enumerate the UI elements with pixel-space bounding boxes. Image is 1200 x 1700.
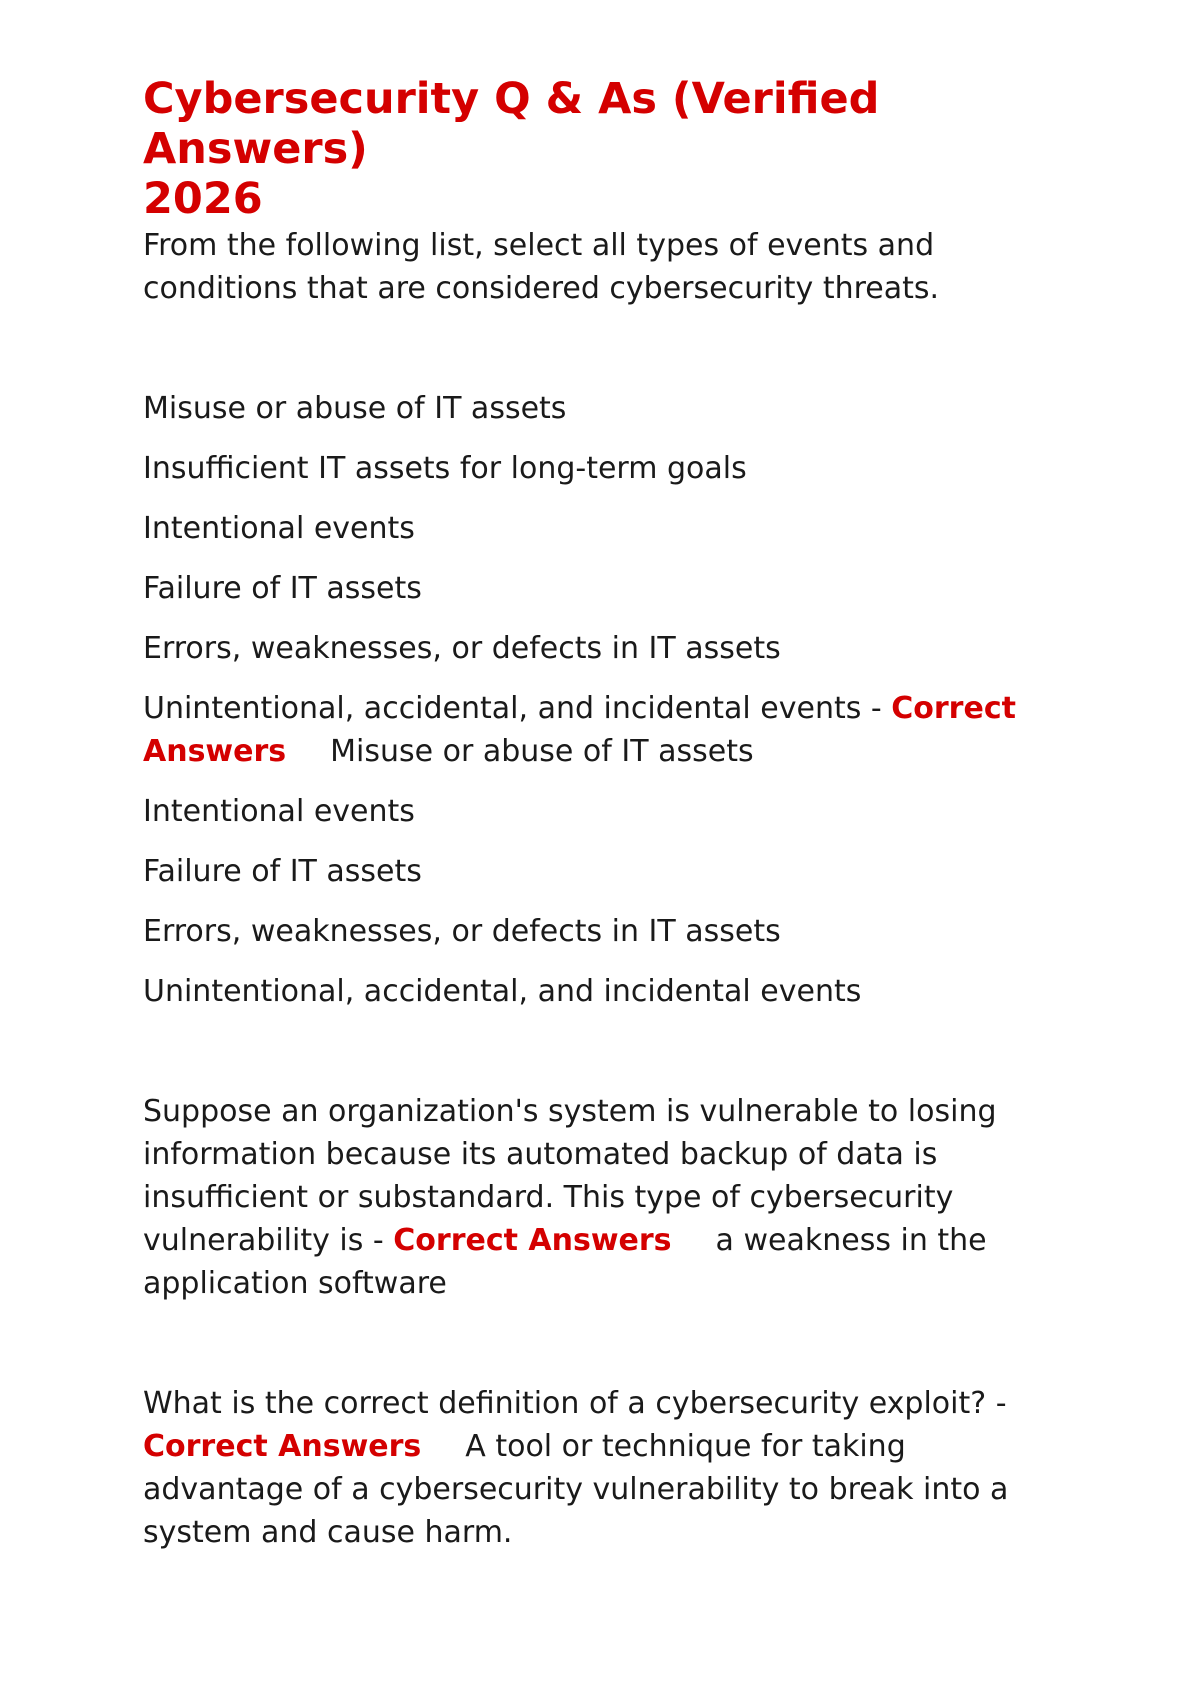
q2-line-2: information because its automated backup of data is bbox=[143, 1137, 938, 1172]
q1-last-option-with-answer bbox=[143, 687, 1063, 773]
title-line-1: Cybersecurity Q & As (Verified Answers) bbox=[143, 74, 880, 174]
q3-answer-line-1: A tool or technique for taking bbox=[465, 1429, 906, 1464]
q1-answer: Errors, weaknesses, or defects in IT assets bbox=[143, 914, 781, 949]
q1-answer: Misuse or abuse of IT assets bbox=[330, 734, 754, 769]
q2-block bbox=[143, 1090, 1063, 1305]
q2-answer-line-1: a weakness in the bbox=[715, 1223, 987, 1258]
answer-marker: Answers bbox=[143, 734, 287, 769]
document-title bbox=[143, 74, 1063, 224]
q1-answer: Failure of IT assets bbox=[143, 854, 422, 889]
q3-answer-line-3: system and cause harm. bbox=[143, 1515, 513, 1550]
q1-option: Errors, weaknesses, or defects in IT assets bbox=[143, 631, 781, 666]
q1-question-line-2: conditions that are considered cybersecurity threats. bbox=[143, 271, 940, 306]
q1-option: Insufficient IT assets for long-term goals bbox=[143, 451, 747, 486]
title-line-2: 2026 bbox=[143, 174, 263, 224]
answer-marker: Correct Answers bbox=[393, 1223, 672, 1258]
q1-answer: Unintentional, accidental, and incidental events bbox=[143, 974, 862, 1009]
q1-options-list bbox=[143, 387, 1063, 1013]
q3-line-1: What is the correct definition of a cybersecurity exploit? - bbox=[143, 1386, 1007, 1421]
q2-line-3: insufficient or substandard. This type of cybersecurity bbox=[143, 1180, 954, 1215]
q2-line-4: vulnerability is - bbox=[143, 1223, 394, 1258]
q1-option: Misuse or abuse of IT assets bbox=[143, 391, 567, 426]
q1-option: Intentional events bbox=[143, 511, 415, 546]
answer-marker: Correct bbox=[891, 691, 1016, 726]
q1-question bbox=[143, 224, 1063, 310]
document-page bbox=[143, 74, 1063, 1554]
q3-block bbox=[143, 1382, 1063, 1554]
q2-answer-line-2: application software bbox=[143, 1266, 447, 1301]
q3-answer-line-2: advantage of a cybersecurity vulnerability to break into a bbox=[143, 1472, 1009, 1507]
q2-line-1: Suppose an organization's system is vulnerable to losing bbox=[143, 1094, 997, 1129]
answer-marker: Correct Answers bbox=[143, 1429, 422, 1464]
q1-last-option: Unintentional, accidental, and incidental events - bbox=[143, 691, 892, 726]
q1-question-line-1: From the following list, select all types of events and bbox=[143, 228, 935, 263]
q1-option: Failure of IT assets bbox=[143, 571, 422, 606]
q1-answer: Intentional events bbox=[143, 794, 415, 829]
